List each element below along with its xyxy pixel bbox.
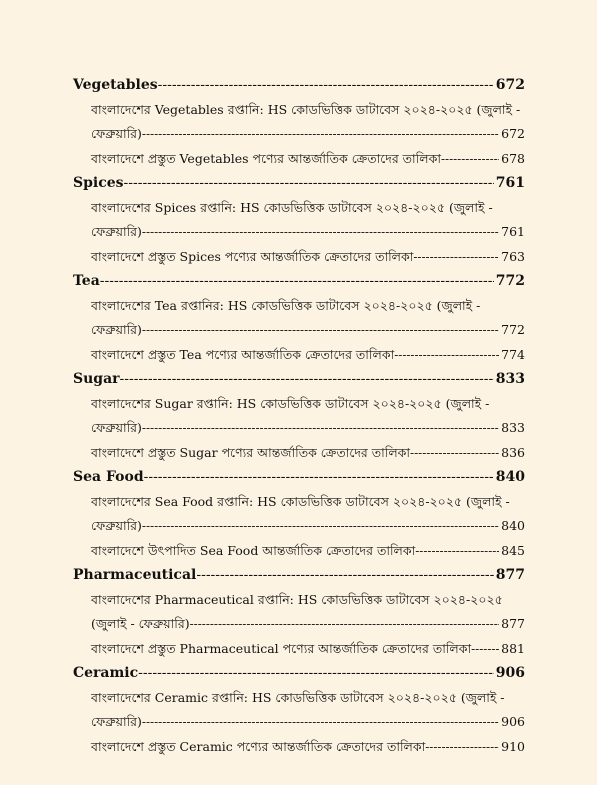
entry-page-number: 836 <box>501 444 525 460</box>
entry-title: ফেব্রুয়ারি) <box>91 714 142 729</box>
toc-entry[interactable] <box>91 441 525 466</box>
section-page-number: 761 <box>495 175 525 191</box>
entry-title: ফেব্রুয়ারি) <box>91 420 142 435</box>
entry-page-number: 840 <box>501 518 525 533</box>
entry-page-number: 845 <box>501 542 525 558</box>
entry-title: বাংলাদেশে উৎপাদিত Sea Food আন্তর্জাতিক ক্রেতাদের তালিকা <box>91 542 416 558</box>
dot-leader <box>142 122 499 147</box>
entry-title: (জুলাই - ফেব্রুয়ারি) <box>91 616 190 631</box>
dot-leader <box>413 245 499 270</box>
toc-entry[interactable] <box>91 588 525 637</box>
section-title: Spices <box>73 175 124 191</box>
dot-leader <box>410 441 499 466</box>
entry-page-number: 910 <box>501 738 525 754</box>
toc-entry[interactable] <box>91 637 525 662</box>
entry-title-line: বাংলাদেশের Pharmaceutical রপ্তানি: HS কোডভিত্তিক ডাটাবেস ২০২৪-২০২৫ <box>91 591 503 607</box>
entry-title-line: বাংলাদেশের Sugar রপ্তানি: HS কোডভিত্তিক ডাটাবেস ২০২৪-২০২৫ (জুলাই - <box>91 395 490 411</box>
entry-title: ফেব্রুয়ারি) <box>91 126 142 141</box>
section-page-number: 833 <box>495 371 525 387</box>
entry-title-line: বাংলাদেশের Ceramic রপ্তানি: HS কোডভিত্তিক ডাটাবেস ২০২৪-২০২৫ (জুলাই - <box>91 689 505 705</box>
section-heading[interactable] <box>73 171 525 196</box>
section-title: Pharmaceutical <box>73 567 197 583</box>
toc-section <box>73 563 525 661</box>
toc-entry[interactable] <box>91 98 525 147</box>
dot-leader <box>120 367 494 392</box>
entry-page-number: 678 <box>501 150 525 166</box>
toc-section <box>73 171 525 269</box>
entry-title: ফেব্রুয়ারি) <box>91 224 142 239</box>
dot-leader <box>142 514 499 539</box>
entry-title: বাংলাদেশে প্রস্তুত Vegetables পণ্যের আন্তর্জাতিক ক্রেতাদের তালিকা <box>91 150 441 166</box>
toc-entry[interactable] <box>91 147 525 172</box>
toc-entry[interactable] <box>91 490 525 539</box>
entry-page-number: 906 <box>501 714 525 729</box>
entry-page-number: 772 <box>501 322 525 337</box>
toc-section <box>73 465 525 563</box>
dot-leader <box>142 710 499 735</box>
section-heading[interactable] <box>73 367 525 392</box>
dot-leader <box>441 147 499 172</box>
toc-section <box>73 661 525 759</box>
section-page-number: 672 <box>495 77 525 93</box>
section-title: Vegetables <box>73 77 158 93</box>
entry-title-line: বাংলাদেশের Spices রপ্তানি: HS কোডভিত্তিক ডাটাবেস ২০২৪-২০২৫ (জুলাই - <box>91 199 493 215</box>
entry-page-number: 774 <box>501 346 525 362</box>
section-title: Sea Food <box>73 469 144 485</box>
table-of-contents <box>73 73 525 759</box>
dot-leader <box>158 73 494 98</box>
entry-title: বাংলাদেশে প্রস্তুত Ceramic পণ্যের আন্তর্জাতিক ক্রেতাদের তালিকা <box>91 738 426 754</box>
entry-page-number: 833 <box>501 420 525 435</box>
entry-page-number: 672 <box>501 126 525 141</box>
toc-entry[interactable] <box>91 343 525 368</box>
dot-leader <box>394 343 499 368</box>
entry-title-line: বাংলাদেশের Sea Food রপ্তানি: HS কোডভিত্তিক ডাটাবেস ২০২৪-২০২৫ (জুলাই - <box>91 493 510 509</box>
section-heading[interactable] <box>73 465 525 490</box>
dot-leader <box>142 416 499 441</box>
entry-page-number: 877 <box>501 616 525 631</box>
toc-entry[interactable] <box>91 196 525 245</box>
dot-leader <box>144 465 494 490</box>
entry-page-number: 881 <box>501 640 525 656</box>
entry-title-line: বাংলাদেশের Tea রপ্তানির: HS কোডভিত্তিক ডাটাবেস ২০২৪-২০২৫ (জুলাই - <box>91 297 481 313</box>
section-page-number: 772 <box>495 273 525 289</box>
dot-leader <box>196 563 493 588</box>
entry-page-number: 761 <box>501 224 525 239</box>
toc-section <box>73 367 525 465</box>
dot-leader <box>138 661 494 686</box>
dot-leader <box>415 539 499 564</box>
section-page-number: 877 <box>495 567 525 583</box>
toc-entry[interactable] <box>91 245 525 270</box>
section-title: Sugar <box>73 371 120 387</box>
section-title: Tea <box>73 273 100 289</box>
dot-leader <box>471 637 499 662</box>
entry-title: বাংলাদেশে প্রস্তুত Sugar পণ্যের আন্তর্জাতিক ক্রেতাদের তালিকা <box>91 444 411 460</box>
toc-entry[interactable] <box>91 539 525 564</box>
entry-title-line: বাংলাদেশের Vegetables রপ্তানি: HS কোডভিত্তিক ডাটাবেস ২০২৪-২০২৫ (জুলাই - <box>91 101 521 117</box>
toc-section <box>73 269 525 367</box>
entry-title: ফেব্রুয়ারি) <box>91 322 142 337</box>
dot-leader <box>100 269 494 294</box>
section-page-number: 906 <box>495 665 525 681</box>
entry-title: বাংলাদেশে প্রস্তুত Spices পণ্যের আন্তর্জাতিক ক্রেতাদের তালিকা <box>91 248 414 264</box>
dot-leader <box>425 735 499 760</box>
toc-entry[interactable] <box>91 686 525 735</box>
toc-entry[interactable] <box>91 294 525 343</box>
toc-entry[interactable] <box>91 735 525 760</box>
section-heading[interactable] <box>73 563 525 588</box>
section-heading[interactable] <box>73 269 525 294</box>
toc-entry[interactable] <box>91 392 525 441</box>
entry-title: বাংলাদেশে প্রস্তুত Pharmaceutical পণ্যের আন্তর্জাতিক ক্রেতাদের তালিকা <box>91 640 472 656</box>
dot-leader <box>142 318 499 343</box>
dot-leader <box>190 612 500 637</box>
section-heading[interactable] <box>73 73 525 98</box>
entry-title: বাংলাদেশে প্রস্তুত Tea পণ্যের আন্তর্জাতিক ক্রেতাদের তালিকা <box>91 346 395 362</box>
section-heading[interactable] <box>73 661 525 686</box>
entry-page-number: 763 <box>501 248 525 264</box>
dot-leader <box>124 171 494 196</box>
entry-title: ফেব্রুয়ারি) <box>91 518 142 533</box>
section-title: Ceramic <box>73 665 139 681</box>
section-page-number: 840 <box>495 469 525 485</box>
toc-section <box>73 73 525 171</box>
dot-leader <box>142 220 499 245</box>
